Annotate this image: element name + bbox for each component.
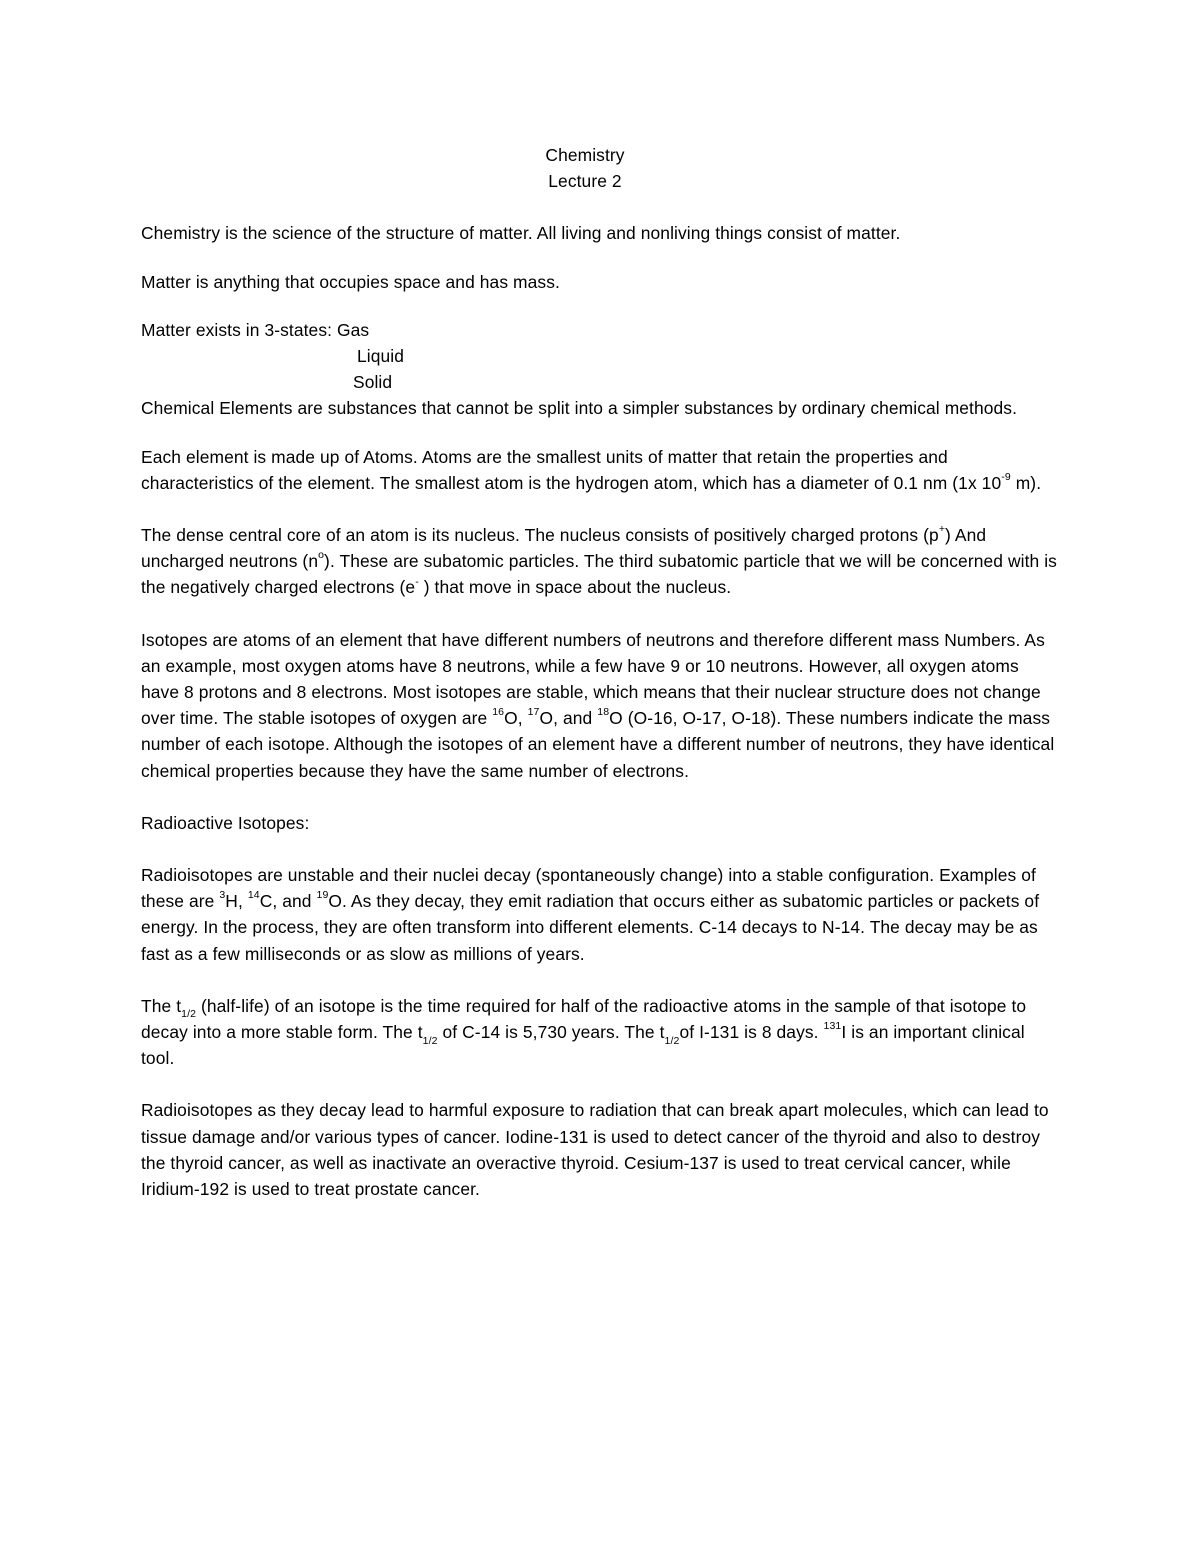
nucleus-text-a: The dense central core of an atom is its nucleus. The nucleus consists of positively charged protons (p (141, 525, 939, 546)
paragraph-half-life (141, 993, 1061, 1072)
mass-number-19: 19 (316, 889, 329, 902)
section-heading-radioactive: Radioactive Isotopes: (141, 812, 310, 833)
halflife-text-b: (half-life) of an isotope is the time required for half of the radioactive atoms in the sample of that isotope to decay into a more stable form. The t (141, 995, 1027, 1043)
nucleus-text-c: ). These are subatomic particles. The third subatomic particle that we will be concerned with is the negatively charged electrons (e (141, 551, 1057, 598)
mass-number-3: 3 (219, 889, 226, 902)
half-subscript-1: 1/2 (181, 1008, 197, 1021)
paragraph-nucleus (141, 522, 1061, 601)
halflife-text-d: of I-131 is 8 days. (679, 1022, 824, 1043)
document-title: Chemistry (545, 145, 625, 165)
halflife-text-e: I is an important clinical tool. (141, 1022, 1025, 1069)
electron-charge: - (415, 575, 419, 588)
paragraph-chemistry-definition: Chemistry is the science of the structure of matter. All living and nonliving things consist of matter. (141, 223, 901, 244)
exponent: -9 (1001, 471, 1011, 484)
states-intro: Matter exists in 3-states: Gas (141, 319, 370, 340)
paragraph-matter-definition: Matter is anything that occupies space and has mass. (141, 271, 560, 292)
half-subscript-2: 1/2 (422, 1034, 438, 1047)
paragraph-radiation-effects: Radioisotopes as they decay lead to harmful exposure to radiation that can break apart molecules, which can lead to tissue damage and/or various types of cancer. Iodine-131 is used to detect cancer of the thyroid and also to destroy the thyroid cancer, as well as inactivate an overactive thyroid. Cesium-137 is used to treat cervical cancer, while Iridium-192 is used to treat prostate cancer. (141, 1100, 1049, 1200)
mass-number-18: 18 (597, 706, 610, 719)
mass-number-14: 14 (247, 889, 260, 902)
mass-number-17: 17 (527, 706, 540, 719)
atoms-text-b: m). (1010, 472, 1042, 493)
paragraph-radioisotopes (141, 862, 1061, 967)
document-subtitle: Lecture 2 (548, 171, 622, 192)
mass-number-16: 16 (492, 706, 505, 719)
halflife-text-c: of C-14 is 5,730 years. The t (437, 1022, 665, 1043)
state-solid: Solid (353, 372, 393, 393)
atoms-text-a: Each element is made up of Atoms. Atoms are the smallest units of matter that retain the properties and characteristics of the element. The smallest atom is the hydrogen atom, which has a diameter of 0.1 nm (1x 10 (141, 446, 1002, 493)
state-liquid: Liquid (357, 346, 405, 367)
paragraph-isotopes (141, 627, 1061, 784)
nucleus-text-b: ) And uncharged neutrons (n (141, 525, 987, 572)
isotopes-o16: O, (504, 708, 528, 729)
radio-text-a: Radioisotopes are unstable and their nuclei decay (spontaneously change) into a stable configuration. Examples of these are (141, 865, 1036, 912)
half-subscript-3: 1/2 (664, 1034, 680, 1047)
nucleus-text-d: ) that move in space about the nucleus. (418, 577, 732, 598)
neutron-charge: o (318, 549, 325, 562)
paragraph-atoms (141, 444, 1061, 496)
radio-text-b: O. As they decay, they emit radiation that occurs either as subatomic particles or packets of energy. In the process, they are often transform into different elements. C-14 decays to N-14. The decay may be as fast as a few milliseconds or as slow as millions of years. (141, 891, 1040, 964)
paragraph-chemical-elements: Chemical Elements are substances that cannot be split into a simpler substances by ordinary chemical methods. (141, 398, 1018, 419)
isotopes-o17: O, and (539, 708, 598, 729)
states-of-matter (141, 317, 1061, 396)
mass-number-131: 131 (823, 1020, 842, 1033)
document-body (141, 142, 1061, 1202)
isotopes-text-b: O (O-16, O-17, O-18). These numbers indicate the mass number of each isotope. Although the isotopes of an element have a different number of neutrons, they have identical chemical properties because they have the same number of electrons. (141, 708, 1055, 781)
halflife-text-a: The t (141, 995, 182, 1016)
radio-h: H, (225, 891, 248, 912)
proton-charge: + (938, 523, 946, 536)
radio-c: C, and (259, 891, 317, 912)
isotopes-text-a: Isotopes are atoms of an element that have different numbers of neutrons and therefore different mass Numbers. As an example, most oxygen atoms have 8 neutrons, while a few have 9 or 10 neutrons. However, all oxygen atoms have 8 protons and 8 electrons. Most isotopes are stable, which means that their nuclear structure does not change over time. The stable isotopes of oxygen are (141, 629, 1045, 729)
